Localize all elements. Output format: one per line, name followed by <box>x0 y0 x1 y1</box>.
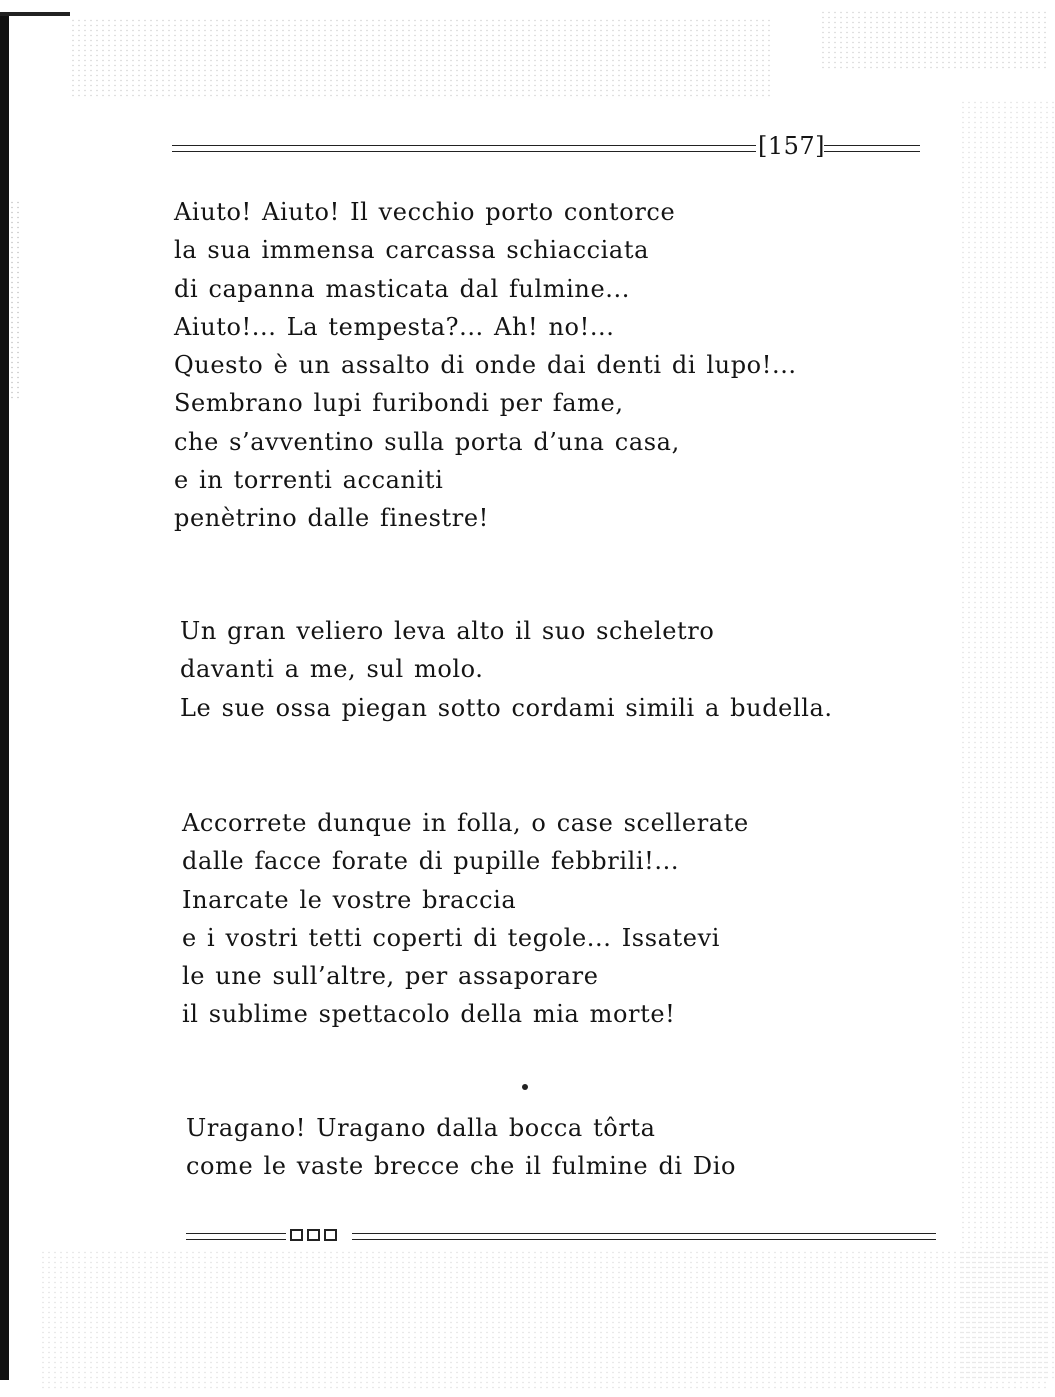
stanza-separator-dot <box>522 1084 528 1090</box>
poem-line: penètrino dalle finestre! <box>174 504 489 533</box>
poem-line: il sublime spettacolo della mia morte! <box>182 1000 676 1029</box>
poem-line: la sua immensa carcassa schiacciata <box>174 236 649 265</box>
poem-line: Un gran veliero leva alto il suo scheletro <box>180 617 715 645</box>
footer-squares-ornament <box>290 1229 350 1243</box>
stanza-2 <box>180 612 833 727</box>
poem-line: e i vostri tetti coperti di tegole... Issatevi <box>182 923 721 952</box>
poem-line: di capanna masticata dal fulmine... <box>174 274 630 303</box>
poem-line: Questo è un assalto di onde dai denti di lupo!... <box>174 351 797 380</box>
stanza-1 <box>174 193 797 538</box>
poem-line: le une sull’altre, per assaporare <box>182 962 599 991</box>
poem-line: Sembrano lupi furibondi per fame, <box>174 389 624 418</box>
poem-line: Accorrete dunque in folla, o case scellerate <box>182 809 749 837</box>
page-number: [157] <box>758 132 826 160</box>
stanza-4 <box>186 1109 736 1186</box>
stanza-3 <box>182 804 749 1034</box>
square-ornament-icon <box>307 1229 320 1241</box>
scan-noise-top-right <box>820 10 1050 70</box>
header-rule-right <box>824 145 920 152</box>
page-footer-ornament <box>186 1226 936 1246</box>
poem-line: Inarcate le vostre braccia <box>182 885 517 914</box>
page-header <box>172 132 920 160</box>
scan-noise-left-margin <box>9 200 23 400</box>
scan-noise-top <box>70 18 770 98</box>
poem-line: come le vaste brecce che il fulmine di Dio <box>186 1152 737 1181</box>
poem-line: Aiuto! Aiuto! Il vecchio porto contorce <box>174 198 676 226</box>
book-binding-corner <box>0 12 70 16</box>
scan-noise-right-margin <box>960 100 1055 1380</box>
poem-line: davanti a me, sul molo. <box>180 655 484 684</box>
poem-line: che s’avventino sulla porta d’una casa, <box>174 427 680 456</box>
scan-noise-bottom <box>40 1250 1050 1390</box>
poem-line: dalle facce forate di pupille febbrili!... <box>182 847 680 876</box>
square-ornament-icon <box>324 1229 337 1241</box>
footer-rule-left <box>186 1233 286 1240</box>
square-ornament-icon <box>290 1229 303 1241</box>
book-binding-edge <box>0 14 9 1380</box>
poem-line: Le sue ossa piegan sotto cordami simili a budella. <box>180 693 833 722</box>
poem-line: Aiuto!... La tempesta?... Ah! no!... <box>174 312 615 341</box>
poem-line: e in torrenti accaniti <box>174 466 444 495</box>
header-rule-left <box>172 145 756 152</box>
footer-rule-right <box>352 1233 936 1240</box>
poem-line: Uragano! Uragano dalla bocca tôrta <box>186 1114 656 1142</box>
